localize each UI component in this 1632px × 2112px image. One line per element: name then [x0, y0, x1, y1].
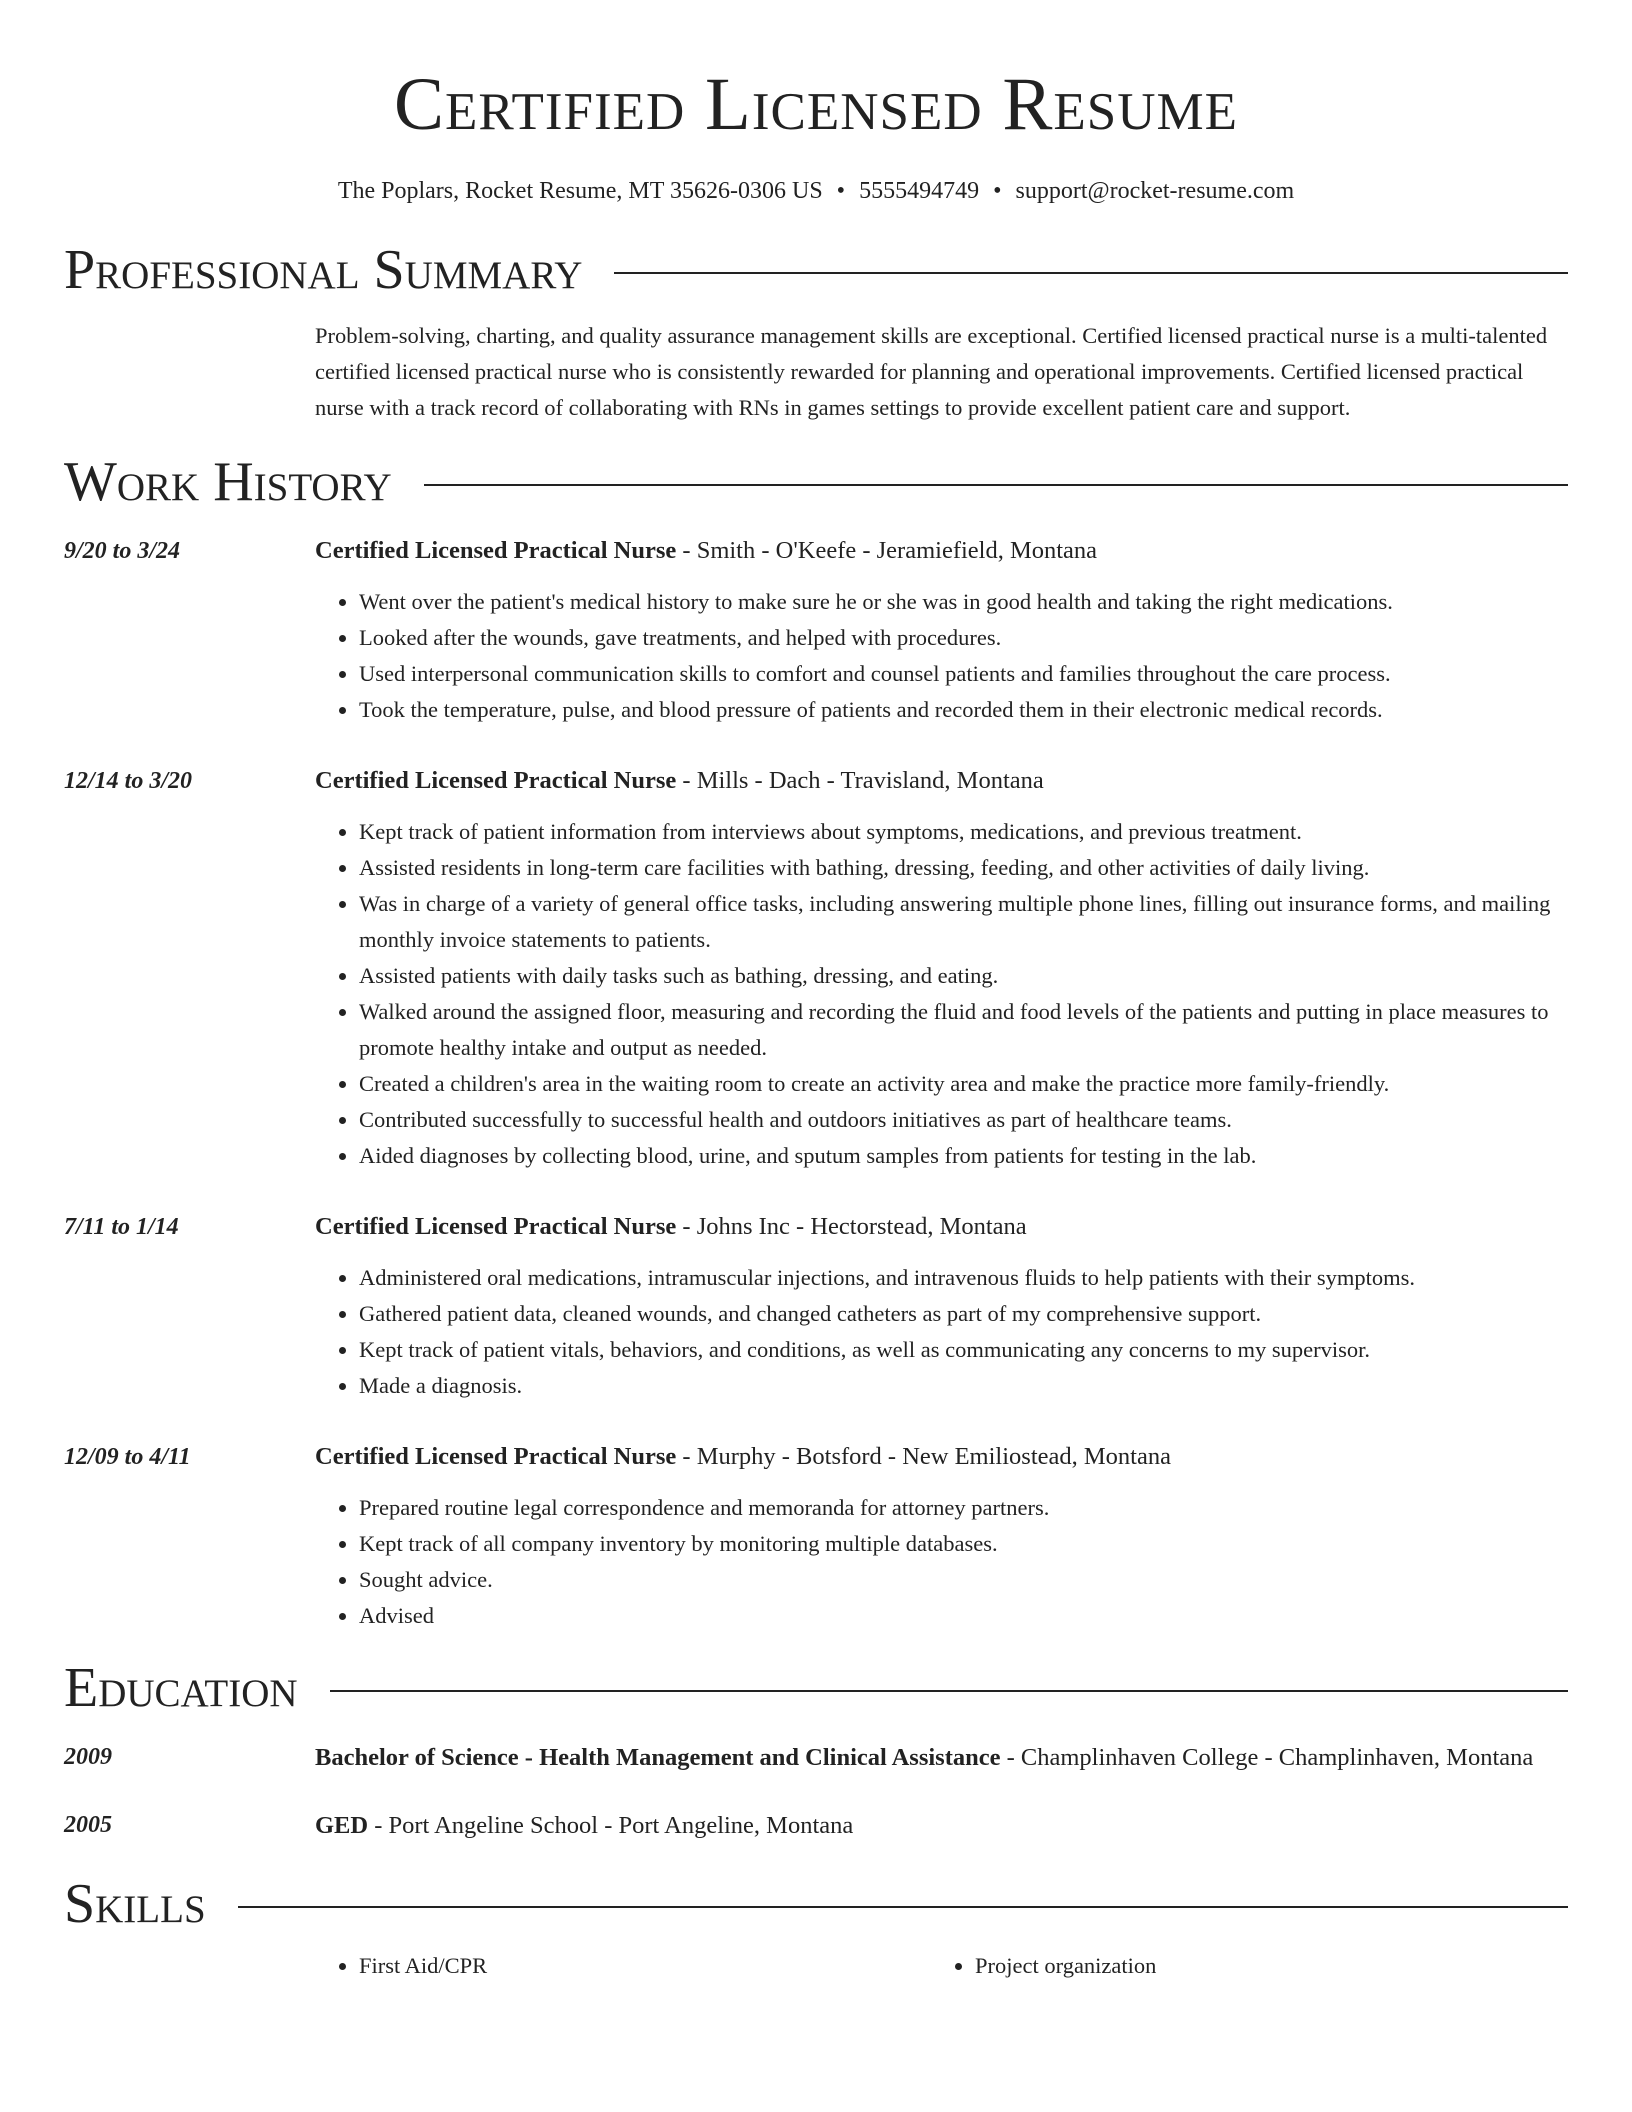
section-title-summary: Professional Summary: [64, 239, 583, 301]
job-details: - Johns Inc - Hectorstead, Montana: [676, 1213, 1027, 1240]
job-dates: 7/11 to 1/14: [64, 1214, 179, 1240]
job-bullet: • Contributed successfully to successful health and outdoors initiatives as part of healthcare teams.: [359, 1102, 1568, 1138]
job-bullet: • Kept track of patient vitals, behaviors, and conditions, as well as communicating any concerns to my supervisor.: [359, 1332, 1568, 1368]
skills-column-right: [931, 1948, 1547, 1984]
education-title-line: [315, 1738, 1568, 1778]
job-role: Certified Licensed Practical Nurse: [315, 1443, 677, 1470]
job-bullet: • Used interpersonal communication skills to comfort and counsel patients and families throughout the care process.: [359, 656, 1568, 692]
education-details: - Champlinhaven College - Champlinhaven, Montana: [1000, 1744, 1534, 1771]
job-bullet: • Advised: [359, 1598, 1568, 1634]
job-bullet: • Administered oral medications, intramuscular injections, and intravenous fluids to help patients with their symptoms.: [359, 1260, 1568, 1296]
contact-phone: 5555494749: [859, 178, 980, 204]
job-entry: [64, 1208, 1568, 1404]
job-bullet: • Prepared routine legal correspondence and memoranda for attorney partners.: [359, 1490, 1568, 1526]
contact-separator: •: [836, 178, 846, 204]
job-title-line: [315, 532, 1568, 570]
skill-item: • Project organization: [975, 1948, 1547, 1984]
skill-item: • First Aid/CPR: [359, 1948, 931, 1984]
job-role: Certified Licensed Practical Nurse: [315, 537, 677, 564]
section-title-education: Education: [64, 1657, 298, 1719]
job-bullets: [315, 1260, 1568, 1404]
job-details: - Mills - Dach - Travisland, Montana: [676, 767, 1044, 794]
skills-grid: [315, 1948, 1568, 1984]
education-title-line: [315, 1806, 1568, 1846]
resume-page: [64, 0, 1568, 1984]
job-bullet: • Kept track of patient information from interviews about symptoms, medications, and previous treatment.: [359, 814, 1568, 850]
job-dates: 12/14 to 3/20: [64, 768, 193, 794]
job-bullet: • Made a diagnosis.: [359, 1368, 1568, 1404]
job-bullet: • Looked after the wounds, gave treatments, and helped with procedures.: [359, 620, 1568, 656]
contact-email: support@rocket-resume.com: [1015, 178, 1295, 204]
job-details: - Murphy - Botsford - New Emiliostead, Montana: [676, 1443, 1171, 1470]
education-degree: GED: [315, 1812, 369, 1839]
job-title-line: [315, 762, 1568, 800]
education-section-header: [64, 1656, 1568, 1720]
job-bullets: [315, 814, 1568, 1174]
job-bullets: [315, 584, 1568, 728]
job-bullet: • Assisted patients with daily tasks such as bathing, dressing, and eating.: [359, 958, 1568, 994]
job-entry: [64, 532, 1568, 728]
job-bullet: • Walked around the assigned floor, measuring and recording the fluid and food levels of the patients and putting in place measures to promote healthy intake and output as needed.: [359, 994, 1568, 1066]
job-title-line: [315, 1438, 1568, 1476]
resume-name: Certified Licensed Resume: [393, 63, 1239, 146]
education-entry: [64, 1738, 1568, 1778]
section-divider: [614, 272, 1568, 274]
work-section-header: [64, 450, 1568, 514]
summary-section-header: [64, 238, 1568, 302]
job-bullet: • Assisted residents in long-term care facilities with bathing, dressing, feeding, and other activities of daily living.: [359, 850, 1568, 886]
job-bullets: [315, 1490, 1568, 1634]
skills-column-left: [315, 1948, 931, 1984]
job-entry: [64, 1438, 1568, 1634]
job-bullet: • Went over the patient's medical history to make sure he or she was in good health and taking the right medications.: [359, 584, 1568, 620]
job-dates: 12/09 to 4/11: [64, 1444, 191, 1470]
section-divider: [424, 484, 1568, 486]
job-entry: [64, 762, 1568, 1174]
contact-line: [64, 174, 1568, 208]
job-bullet: • Was in charge of a variety of general office tasks, including answering multiple phone lines, filling out insurance forms, and mailing monthly invoice statements to patients.: [359, 886, 1568, 958]
job-role: Certified Licensed Practical Nurse: [315, 1213, 677, 1240]
education-year: 2009: [64, 1744, 112, 1770]
job-bullet: • Created a children's area in the waiting room to create an activity area and make the practice more family-friendly.: [359, 1066, 1568, 1102]
education-entry: [64, 1806, 1568, 1846]
section-title-work: Work History: [64, 451, 392, 513]
section-divider: [238, 1906, 1568, 1908]
job-bullet: • Gathered patient data, cleaned wounds, and changed catheters as part of my comprehensive support.: [359, 1296, 1568, 1332]
job-bullet: • Aided diagnoses by collecting blood, urine, and sputum samples from patients for testing in the lab.: [359, 1138, 1568, 1174]
job-bullet: • Kept track of all company inventory by monitoring multiple databases.: [359, 1526, 1568, 1562]
contact-address: The Poplars, Rocket Resume, MT 35626-0306 US: [337, 178, 823, 204]
section-title-skills: Skills: [64, 1873, 206, 1935]
job-title-line: [315, 1208, 1568, 1246]
job-role: Certified Licensed Practical Nurse: [315, 767, 677, 794]
job-bullet: • Took the temperature, pulse, and blood pressure of patients and recorded them in their electronic medical records.: [359, 692, 1568, 728]
job-bullet: • Sought advice.: [359, 1562, 1568, 1598]
job-dates: 9/20 to 3/24: [64, 538, 181, 564]
job-details: - Smith - O'Keefe - Jeramiefield, Montana: [676, 537, 1098, 564]
section-divider: [330, 1690, 1568, 1692]
summary-text: Problem-solving, charting, and quality assurance management skills are exceptional. Certified licensed practical nurse is a multi-talented certified licensed practical nurse who is consistently rewarded for planning and operational improvements. Certified licensed practical nurse with a track record of collaborating with RNs in games settings to provide excellent patient care and support.: [315, 323, 1548, 420]
education-degree: Bachelor of Science - Health Management and Clinical Assistance: [315, 1744, 1001, 1771]
contact-separator: •: [993, 178, 1002, 204]
education-details: - Port Angeline School - Port Angeline, Montana: [368, 1812, 854, 1839]
skills-section-header: [64, 1872, 1568, 1936]
education-year: 2005: [64, 1812, 112, 1838]
